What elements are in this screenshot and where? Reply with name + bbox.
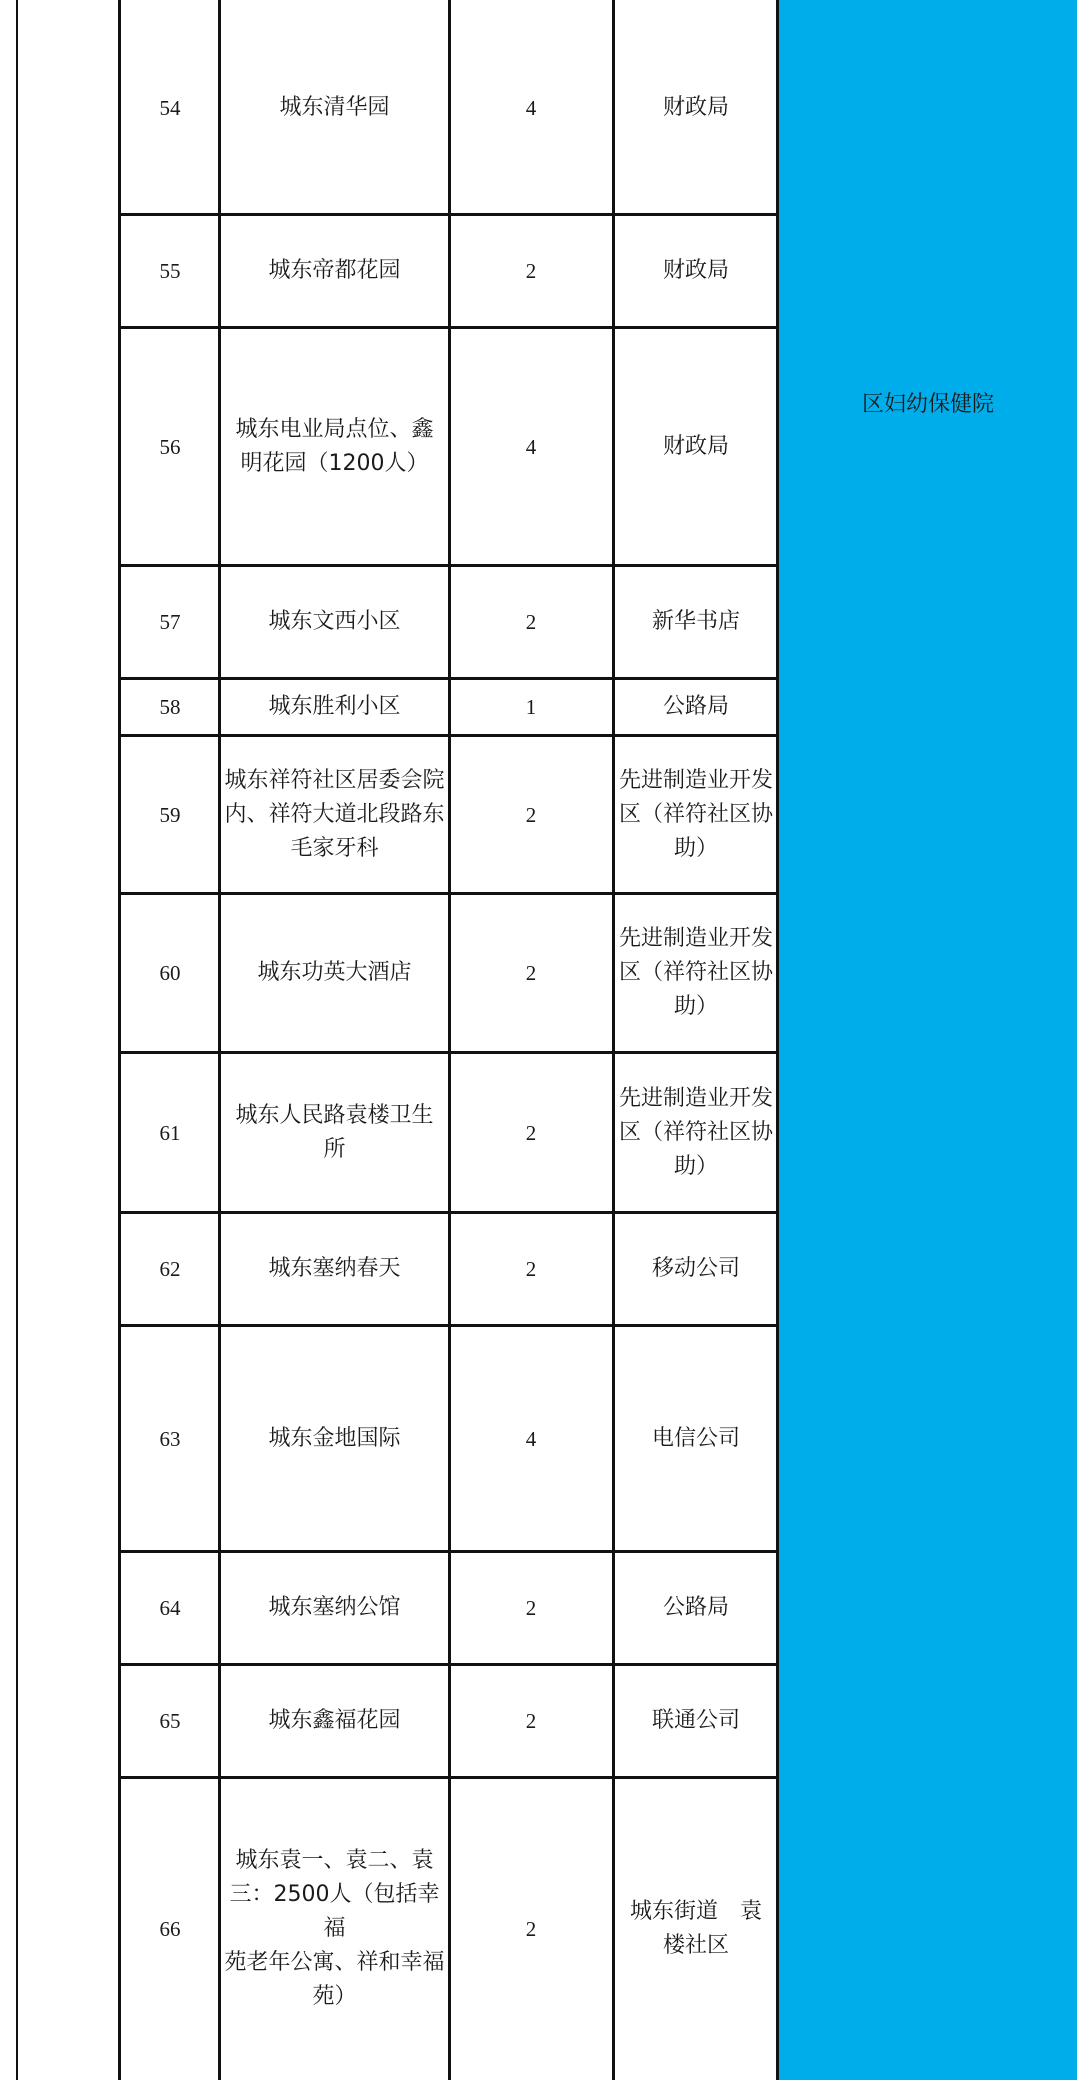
table-cell-site: 城东塞纳公馆 (268, 1595, 401, 1620)
table-cell-no: 64 (159, 1596, 181, 1620)
table-cell-no: 63 (159, 1426, 181, 1451)
table-cell-no: 62 (159, 1257, 181, 1281)
column-divider (16, 0, 18, 2080)
table-cell-unit: 联通公司 (651, 1708, 740, 1733)
table-cell-count: 2 (525, 1709, 537, 1733)
table-cell-no: 56 (159, 434, 181, 459)
table-cell-unit: 电信公司 (651, 1425, 740, 1451)
table-cell-no: 54 (159, 95, 181, 120)
table-cell-count: 2 (525, 802, 537, 827)
merged-unit-cell (779, 0, 1077, 2080)
table-cell-count: 2 (525, 1120, 537, 1145)
table-cell-site: 城东清华园 (279, 94, 390, 120)
table-cell-site: 城东人民路袁楼卫生 所 (235, 1102, 434, 1162)
table-cell-site: 城东塞纳春天 (268, 1256, 401, 1281)
table-cell-count: 4 (525, 1426, 537, 1451)
table-cell-no: 57 (159, 610, 181, 634)
table-cell-unit: 公路局 (662, 1595, 729, 1620)
table-cell-count: 2 (525, 259, 537, 283)
table-cell-count: 4 (525, 95, 537, 120)
table-cell-unit: 先进制造业开发 区（祥符社区协 助） (618, 1085, 773, 1179)
table-cell-count: 1 (525, 695, 537, 719)
table-cell-site: 城东鑫福花园 (268, 1708, 401, 1733)
table-cell-site: 城东胜利小区 (268, 694, 401, 719)
table-cell-site: 城东金地国际 (268, 1425, 401, 1451)
merged-unit-label: 区妇幼保健院 (861, 391, 994, 417)
table-cell-site: 城东功英大酒店 (257, 960, 412, 985)
table-cell-no: 61 (159, 1120, 181, 1145)
table-cell-no: 60 (159, 961, 181, 985)
table-cell-unit: 先进制造业开发 区（祥符社区协 助） (618, 926, 773, 1019)
table-cell-unit: 城东街道 袁 楼社区 (629, 1899, 762, 1958)
table-cell-count: 2 (525, 1596, 537, 1620)
table-cell-unit: 财政局 (662, 433, 729, 459)
table-cell-site: 城东祥符社区居委会院 内、祥符大道北段路东 毛家牙科 (224, 767, 445, 861)
table-cell-site: 城东袁一、袁二、袁 三：2500人（包括幸福 苑老年公寓、祥和幸福 苑） (224, 1848, 445, 2009)
table-cell-site: 城东文西小区 (268, 609, 401, 634)
table-cell-unit: 先进制造业开发 区（祥符社区协 助） (618, 767, 773, 861)
table-cell-count: 2 (525, 610, 537, 634)
table-cell-unit: 移动公司 (651, 1256, 740, 1281)
table-cell-count: 2 (525, 961, 537, 985)
table-cell-unit: 财政局 (662, 94, 729, 120)
table-cell-count: 2 (525, 1257, 537, 1281)
table-cell-no: 58 (159, 695, 181, 719)
table-cell-unit: 公路局 (662, 694, 729, 719)
table-cell-unit: 财政局 (662, 258, 729, 283)
table-cell-site: 城东电业局点位、鑫 明花园（1200人） (235, 416, 434, 476)
table-cell-count: 2 (525, 1917, 537, 1941)
table-cell-site: 城东帝都花园 (268, 258, 401, 283)
table-cell-count: 4 (525, 434, 537, 459)
table-cell-no: 65 (159, 1709, 181, 1733)
table-cell-no: 55 (159, 259, 181, 283)
table-cell-unit: 新华书店 (651, 609, 740, 634)
table-cell-no: 66 (159, 1917, 181, 1941)
table-cell-no: 59 (159, 802, 181, 827)
